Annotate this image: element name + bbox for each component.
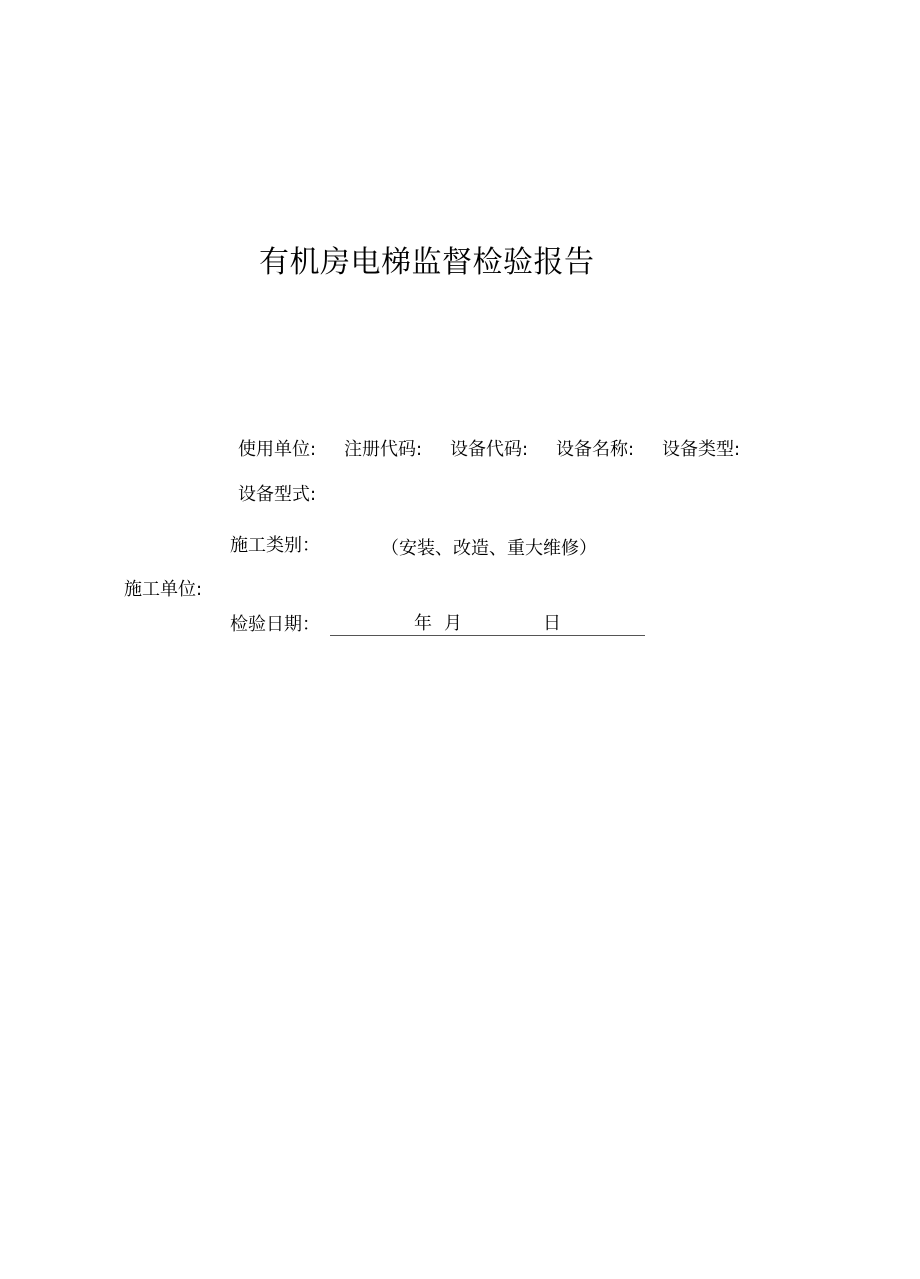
inspection-date-underline xyxy=(330,635,645,636)
date-month-label: 月 xyxy=(444,613,462,634)
construction-category-label: 施工类别： xyxy=(230,535,320,556)
report-title: 有机房电梯监督检验报告 xyxy=(259,245,595,280)
device-name-label: 设备名称: xyxy=(556,439,635,460)
use-unit-label: 使用单位: xyxy=(238,439,317,460)
date-year-label: 年 xyxy=(414,613,432,634)
device-code-label: 设备代码: xyxy=(450,439,529,460)
registration-code-label: 注册代码: xyxy=(344,439,423,460)
device-model-label: 设备型式: xyxy=(238,484,317,505)
construction-options-note: （安装、改造、重大维修） xyxy=(381,538,597,559)
date-day-label: 日 xyxy=(543,613,561,634)
device-type-label: 设备类型: xyxy=(662,439,741,460)
construction-unit-label: 施工单位: xyxy=(124,579,203,600)
inspection-date-label: 检验日期： xyxy=(230,614,320,635)
